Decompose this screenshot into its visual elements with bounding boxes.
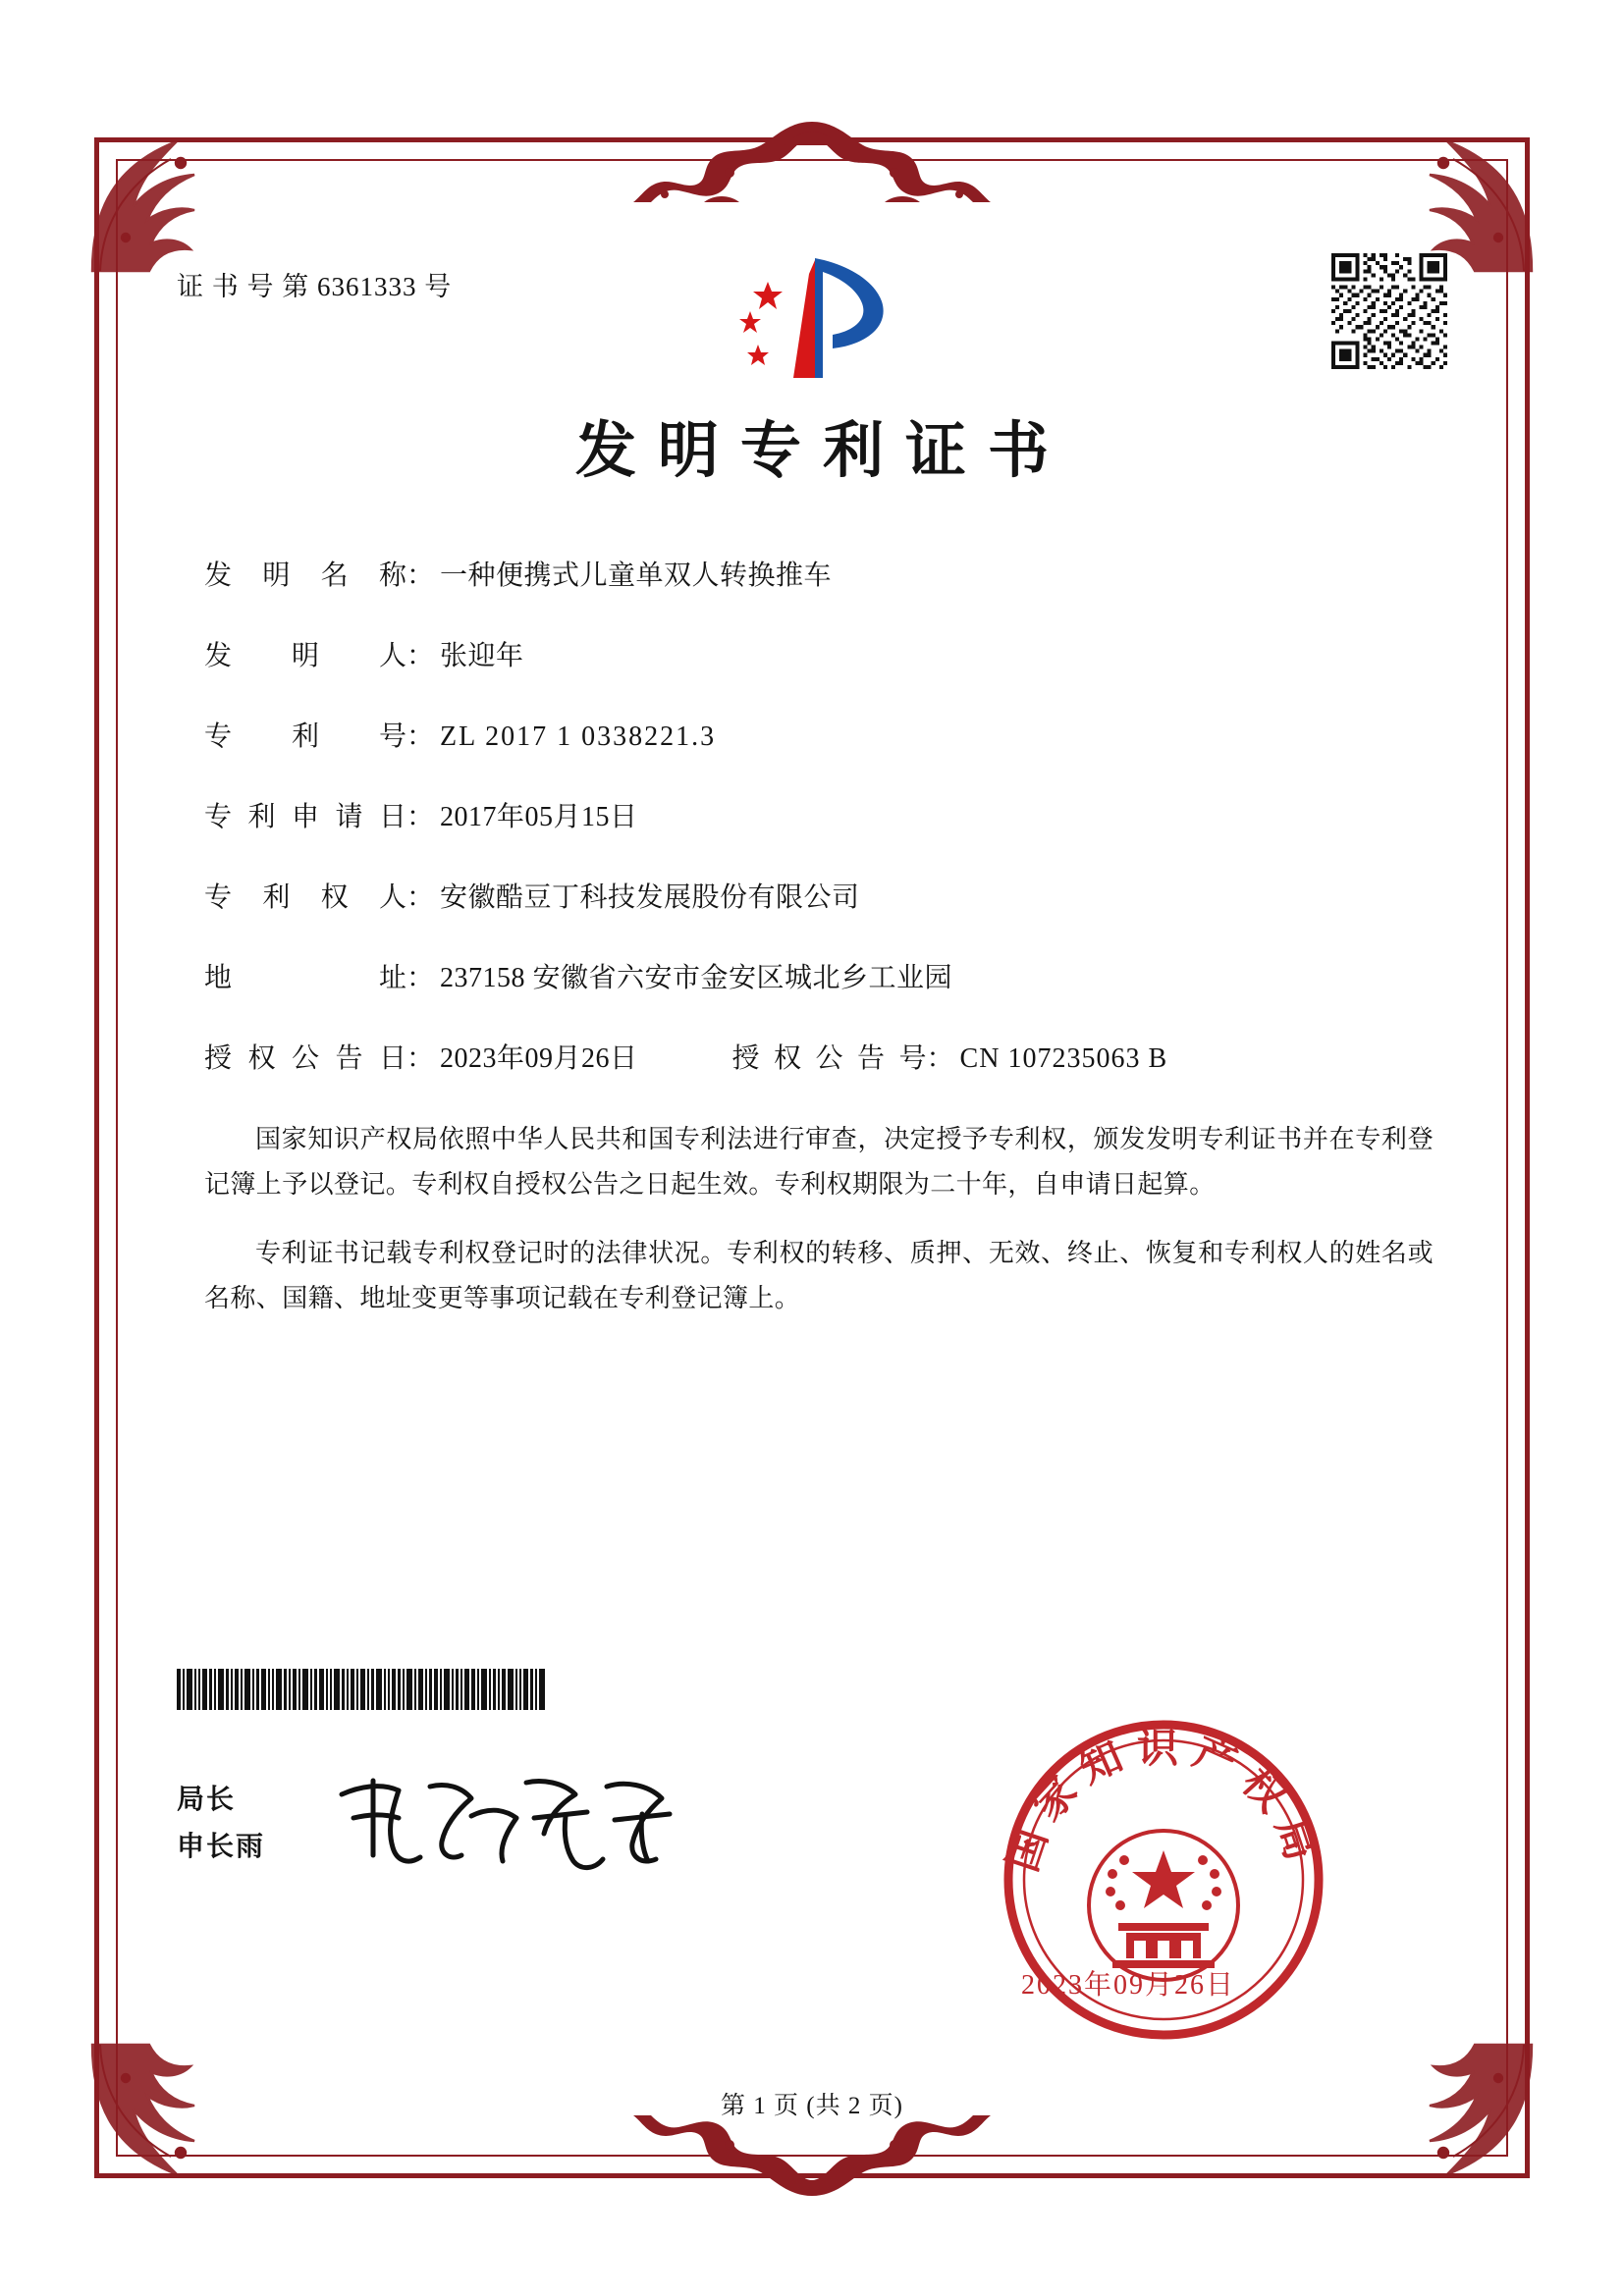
- top-ornament-icon: [557, 116, 1067, 204]
- field-invention-title: [204, 554, 1447, 593]
- field-colon: ：: [406, 882, 435, 913]
- field-patent-number: [204, 715, 1447, 754]
- field-address: [204, 956, 1447, 995]
- director-name: 申长雨: [177, 1832, 266, 1862]
- field-colon: ：: [926, 1043, 954, 1074]
- field-colon: ：: [406, 641, 435, 671]
- field-value: 一种便携式儿童单双人转换推车: [440, 561, 833, 591]
- field-colon: ：: [406, 802, 435, 832]
- field-label: 授 权 公 告 日: [204, 1043, 406, 1074]
- svg-text:国家知识产权局: 国家知识产权局: [998, 1724, 1329, 1878]
- grant-date-value: 2023年09月26日: [440, 1043, 638, 1074]
- page-footer: 第 1 页 (共 2 页): [721, 2093, 903, 2119]
- field-value: 2017年05月15日: [440, 802, 638, 832]
- field-label: 专 利 号: [204, 721, 406, 752]
- handwritten-signature-icon: [324, 1757, 697, 1885]
- legal-text: [177, 1117, 1447, 1321]
- page-title: 发明专利证书: [574, 414, 1070, 486]
- qr-code: [1331, 253, 1447, 369]
- field-grant-announcement: [204, 1037, 1447, 1076]
- field-value: ZL 2017 1 0338221.3: [440, 721, 717, 752]
- paragraph: 专利证书记载专利权登记时的法律状况。专利权的转移、质押、无效、终止、恢复和专利权人的姓名或名称、国籍、地址变更等事项记载在专利登记簿上。: [204, 1239, 1434, 1312]
- field-colon: ：: [406, 1043, 435, 1074]
- paragraph: 国家知识产权局依照中华人民共和国专利法进行审查，决定授予专利权，颁发发明专利证书并在专利登记簿上予以登记。专利权自授权公告之日起生效。专利权期限为二十年，自申请日起算。: [204, 1125, 1434, 1199]
- field-label: 发 明 名 称: [204, 561, 406, 591]
- fields-list: [177, 554, 1447, 1076]
- director-title: 局长: [177, 1785, 237, 1815]
- seal-date: 2023年09月26日: [1021, 1970, 1236, 2001]
- field-patentee: [204, 876, 1447, 915]
- grant-number-value: CN 107235063 B: [959, 1043, 1168, 1074]
- field-label: 发 明 人: [204, 641, 406, 671]
- cnipa-logo-icon: [699, 250, 925, 388]
- certificate-number: 证 书 号 第 6361333 号: [177, 272, 453, 301]
- field-colon: ：: [406, 721, 435, 752]
- field-application-date: [204, 795, 1447, 834]
- signature-block: [177, 1777, 265, 1871]
- field-label: 地 址: [204, 963, 406, 993]
- certificate-content: [177, 206, 1447, 1345]
- bottom-ornament-icon: [557, 2113, 1067, 2202]
- field-colon: ：: [406, 561, 435, 591]
- field-value: 张迎年: [440, 641, 524, 671]
- field-label: 专 利 权 人: [204, 882, 406, 913]
- field-value: 237158 安徽省六安市金安区城北乡工业园: [440, 963, 953, 993]
- field-colon: ：: [406, 963, 435, 993]
- field-value: 安徽酷豆丁科技发展股份有限公司: [440, 882, 860, 913]
- field-label: 专 利 申 请 日: [204, 802, 406, 832]
- field-inventor: [204, 634, 1447, 673]
- barcode: [177, 1669, 547, 1710]
- grant-number-label: 授 权 公 告 号: [731, 1043, 927, 1074]
